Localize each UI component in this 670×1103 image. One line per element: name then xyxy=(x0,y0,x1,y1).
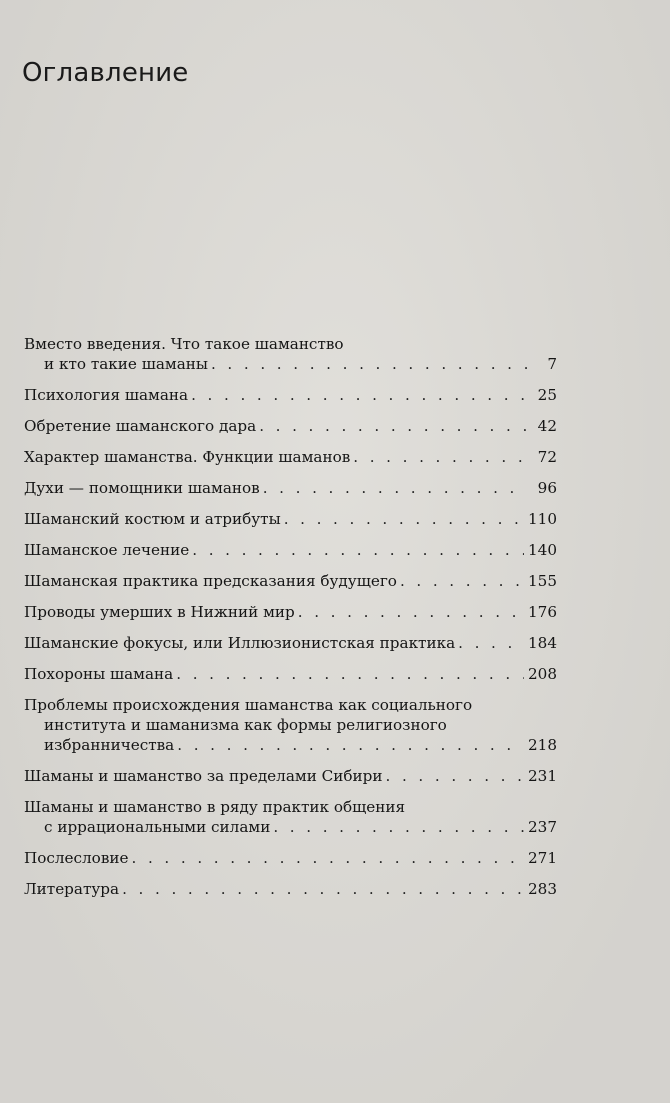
page-title: Оглавление xyxy=(22,58,189,88)
toc-entry-title-line: Похороны шамана xyxy=(24,665,174,683)
dot-leader xyxy=(270,817,524,837)
dot-leader xyxy=(295,602,524,622)
toc-entry xyxy=(24,447,557,467)
toc-entry-title-line: Проблемы происхождения шаманства как социального xyxy=(24,696,473,714)
toc-entry xyxy=(24,766,557,786)
toc-entry-title-line: Обретение шаманского дара xyxy=(24,417,257,435)
toc-entry-line xyxy=(24,571,557,591)
toc-page-number: 72 xyxy=(537,448,557,466)
toc-entry xyxy=(24,385,557,405)
toc-entry-line xyxy=(24,817,557,837)
dot-leader xyxy=(208,354,527,374)
toc-page-number: 7 xyxy=(547,355,557,373)
toc-entry-title-line: Проводы умерших в Нижний мир xyxy=(24,603,295,621)
dot-leader xyxy=(455,633,524,653)
dot-leader xyxy=(119,879,524,899)
toc-entry xyxy=(24,633,557,653)
toc-entry-line xyxy=(24,766,557,786)
toc-entry-line xyxy=(24,633,557,653)
toc-entry-title-line: Духи — помощники шаманов xyxy=(24,479,260,497)
toc-entry-title-line: Характер шаманства. Функции шаманов xyxy=(24,448,351,466)
toc-entry xyxy=(24,334,557,374)
toc-entry-title-line: Шаманы и шаманство в ряду практик общения xyxy=(24,798,406,816)
toc-page-number: 155 xyxy=(528,572,557,590)
toc-entry-title-line: Шаманский костюм и атрибуты xyxy=(24,510,281,528)
toc-entry-title-line: Шаманское лечение xyxy=(24,541,190,559)
toc-entry-title-line: с иррациональными силами xyxy=(44,818,271,836)
toc-page-number: 42 xyxy=(537,417,557,435)
toc-entry-title-line: института и шаманизма как формы религиозного xyxy=(44,716,447,734)
dot-leader xyxy=(256,416,527,436)
toc-entry xyxy=(24,602,557,622)
dot-leader xyxy=(260,478,527,498)
dot-leader xyxy=(397,571,524,591)
dot-leader xyxy=(173,664,524,684)
toc-entry-title-line: Литература xyxy=(24,880,120,898)
toc-entry-line xyxy=(24,447,557,467)
dot-leader xyxy=(350,447,527,467)
toc-entry xyxy=(24,416,557,436)
dot-leader xyxy=(129,848,525,868)
toc-entry-title-line: и кто такие шаманы xyxy=(44,355,208,373)
dot-leader xyxy=(188,385,527,405)
toc-page-number: 231 xyxy=(528,767,557,785)
toc-entry-line xyxy=(24,879,557,899)
toc-page-number: 96 xyxy=(537,479,557,497)
toc-entry xyxy=(24,797,557,837)
toc-page-number: 271 xyxy=(528,849,557,867)
toc-page-number: 184 xyxy=(528,634,557,652)
toc-entry-line xyxy=(24,540,557,560)
toc-entry-title-line: Шаманская практика предсказания будущего xyxy=(24,572,397,590)
toc-entry-line xyxy=(24,509,557,529)
toc-entry-line xyxy=(24,664,557,684)
toc-entry-line xyxy=(24,602,557,622)
toc-page-number: 208 xyxy=(528,665,557,683)
toc-page-number: 218 xyxy=(528,736,557,754)
toc-entry xyxy=(24,879,557,899)
toc-page-number: 25 xyxy=(537,386,557,404)
dot-leader xyxy=(281,509,524,529)
toc-entry-line xyxy=(24,385,557,405)
table-of-contents xyxy=(24,334,557,910)
dot-leader xyxy=(174,735,524,755)
dot-leader xyxy=(383,766,525,786)
toc-page-number: 237 xyxy=(528,818,557,836)
toc-page-number: 110 xyxy=(528,510,557,528)
toc-entry xyxy=(24,571,557,591)
toc-entry-line xyxy=(24,478,557,498)
toc-entry-title-line: Вместо введения. Что такое шаманство xyxy=(24,335,344,353)
toc-page-number: 283 xyxy=(528,880,557,898)
toc-entry-line xyxy=(24,416,557,436)
toc-entry-line xyxy=(24,354,557,374)
toc-entry-title-line: Психология шамана xyxy=(24,386,189,404)
toc-entry xyxy=(24,848,557,868)
toc-page-number: 140 xyxy=(528,541,557,559)
toc-entry-title-line: Послесловие xyxy=(24,849,129,867)
toc-entry-title-line: Шаманские фокусы, или Иллюзионистская практика xyxy=(24,634,456,652)
toc-entry xyxy=(24,664,557,684)
toc-entry xyxy=(24,509,557,529)
toc-entry-line xyxy=(24,735,557,755)
toc-page-number: 176 xyxy=(528,603,557,621)
toc-entry-title-line: Шаманы и шаманство за пределами Сибири xyxy=(24,767,383,785)
toc-entry xyxy=(24,695,557,755)
toc-entry-line xyxy=(24,848,557,868)
dot-leader xyxy=(189,540,524,560)
toc-entry xyxy=(24,478,557,498)
toc-entry xyxy=(24,540,557,560)
toc-entry-title-line: избранничества xyxy=(44,736,175,754)
